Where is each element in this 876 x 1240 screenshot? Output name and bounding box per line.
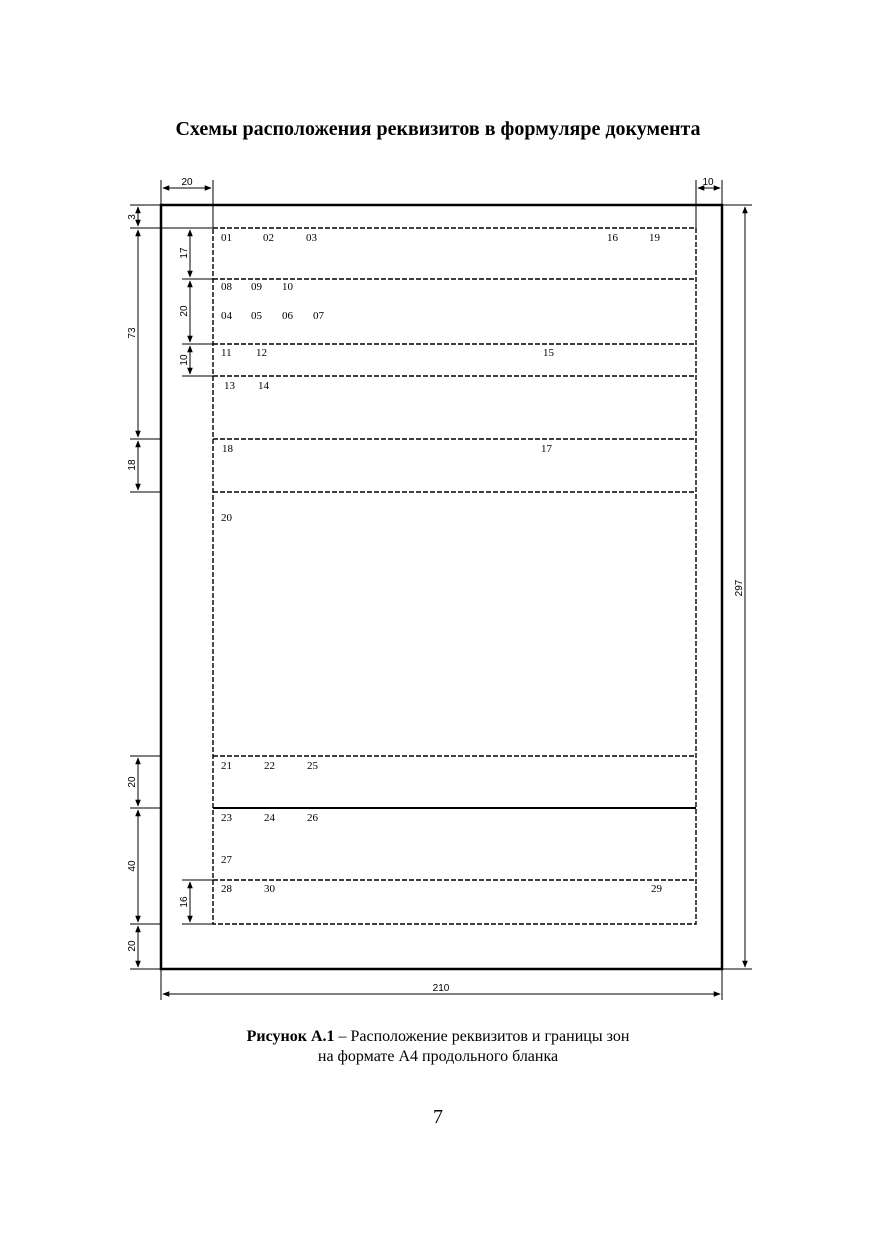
dim-bottom40-label: 40: [127, 860, 138, 872]
dim-right-margin-label: 10: [702, 177, 714, 188]
dim-zone-small-label: 10: [179, 354, 190, 366]
requisite-label: 29: [651, 883, 662, 895]
requisite-label: 22: [264, 760, 275, 772]
dim-right-margin: [696, 177, 722, 228]
requisite-label: 28: [221, 883, 232, 895]
requisite-label: 25: [307, 760, 318, 772]
requisite-label: 02: [263, 232, 274, 244]
dim-zone-top-label: 17: [179, 247, 190, 259]
dim-page-height: [722, 205, 752, 969]
requisite-label: 01: [221, 232, 232, 244]
dim-zone18-label: 18: [127, 459, 138, 471]
requisite-label: 18: [222, 443, 233, 455]
dim-top-offset-label: 3: [127, 214, 138, 220]
dim-zone-mid-label: 20: [179, 305, 190, 317]
caption-line-1: [0, 1027, 876, 1047]
requisite-label: 19: [649, 232, 660, 244]
requisite-label: 11: [221, 347, 232, 359]
requisite-label: 14: [258, 380, 269, 392]
requisite-label: 20: [221, 512, 232, 524]
requisite-label: 16: [607, 232, 618, 244]
dim-page-height-label: 297: [734, 579, 745, 597]
dim-bottom16-label: 16: [179, 896, 190, 908]
requisite-label: 17: [541, 443, 552, 455]
dim-left-inner: [182, 228, 213, 924]
dim-left-margin: [161, 177, 213, 228]
page-number: 7: [433, 1106, 443, 1128]
requisite-label: 24: [264, 812, 275, 824]
requisite-label: 30: [264, 883, 275, 895]
dim-page-width: [161, 969, 722, 1000]
requisite-label: 10: [282, 281, 293, 293]
requisite-label: 12: [256, 347, 267, 359]
requisite-labels: [221, 232, 663, 895]
requisite-label: 09: [251, 281, 262, 293]
requisite-label: 03: [306, 232, 317, 244]
requisite-label: 15: [543, 347, 554, 359]
requisite-label: 06: [282, 310, 293, 322]
requisite-label: 26: [307, 812, 318, 824]
dim-page-width-label: 210: [432, 983, 450, 994]
dim-left-margin-label: 20: [181, 177, 193, 188]
requisite-label: 23: [221, 812, 232, 824]
caption-text-2: на формате А4 продольного бланка: [317, 1048, 559, 1065]
figure-caption: [0, 1027, 876, 1067]
requisite-label: 08: [221, 281, 232, 293]
caption-text-1: – Расположение реквизитов и границы зон: [334, 1028, 630, 1045]
dim-bottom20b-label: 20: [127, 940, 138, 952]
requisite-label: 21: [221, 760, 232, 772]
requisite-label: 04: [221, 310, 232, 322]
dim-bottom20a-label: 20: [127, 776, 138, 788]
dim-header-total-label: 73: [127, 327, 138, 339]
page-title: Схемы расположения реквизитов в формуляре документа: [175, 118, 701, 140]
requisite-label: 13: [224, 380, 235, 392]
zone-grid: [213, 228, 696, 924]
dim-left-outer: [130, 205, 213, 969]
requisite-label: 27: [221, 854, 232, 866]
requisite-label: 07: [313, 310, 324, 322]
caption-figure-number: Рисунок А.1: [246, 1028, 335, 1045]
requisite-label: 05: [251, 310, 262, 322]
page-outline: [161, 205, 722, 969]
